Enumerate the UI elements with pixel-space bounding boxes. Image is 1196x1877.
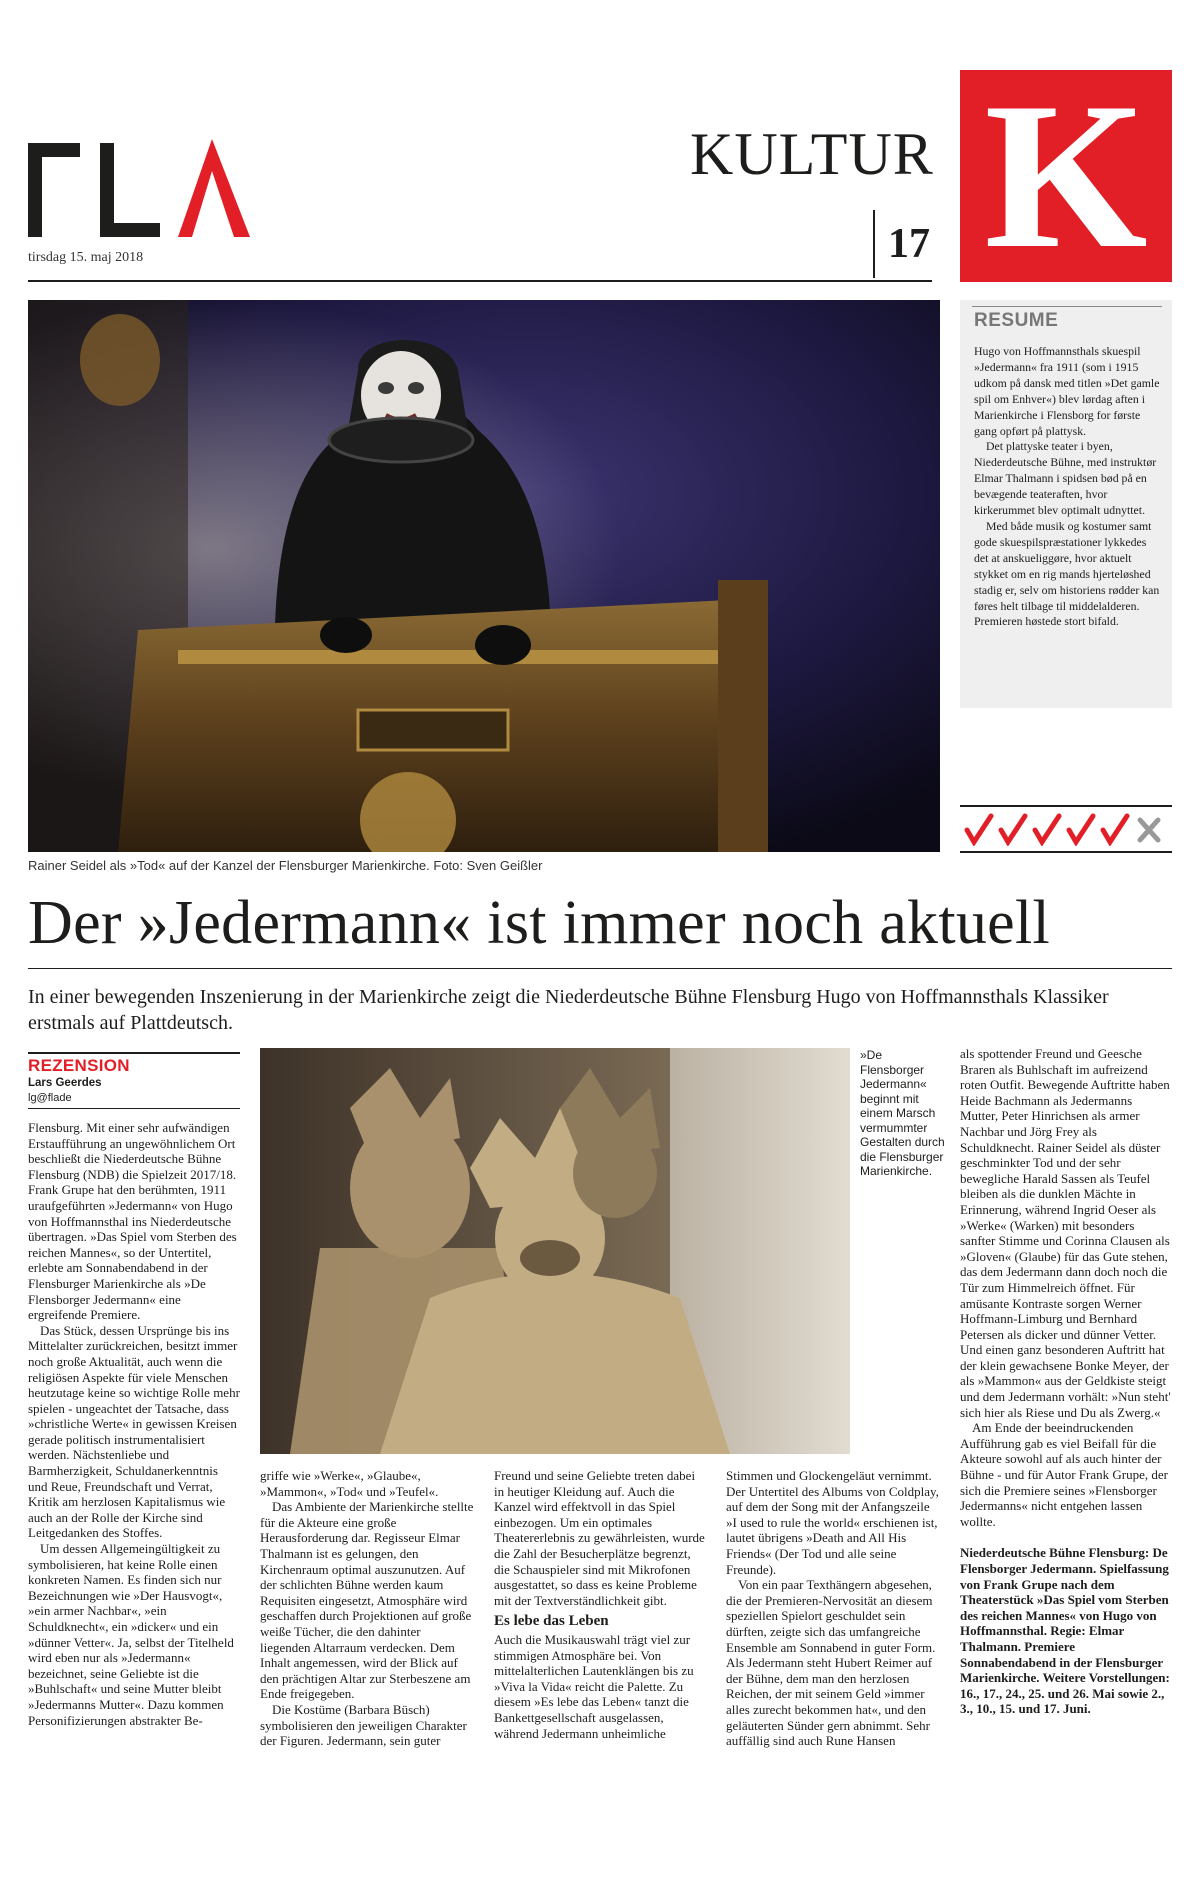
hero-photo xyxy=(28,300,940,852)
resume-paragraph: Det plattyske teater i byen, Niederdeutsche Bühne, med instruktør Elmar Thalmann i spidsen bød på en bevægende teateraften, hvor kirkerummet blev optimalt udnyttet. xyxy=(974,439,1157,518)
article-paragraph: griffe wie »Werke«, »Glaube«, »Mammon«, »Tod« und »Teufel«. xyxy=(260,1468,439,1499)
page-number-divider xyxy=(873,210,875,278)
article-paragraph: Das Stück, dessen Ursprünge bis ins Mittelalter zurückreichen, besitzt immer noch große Aktualität, auch wenn die religiösen Aspekte für viele Menschen heutzutage keine so wichtige Rolle mehr spielen - ungeachtet der Tatsache, dass »christliche Werte« in gewissen Kreisen gerade politisch instrumentalisiert werden. Nächstenliebe und Barmherzigkeit, Schuldanerkenntnis und Reue, Freundschaft und Verrat, Kritik am herzlosen Kapitalismus wie auch an der Rolle der Kirche sind Leitgedanken des Stoffes. xyxy=(28,1322,240,1541)
article-column-1 xyxy=(28,1120,240,1728)
article-paragraph: Um dessen Allgemeingültigkeit zu symbolisieren, hat keine Rolle einen konkreten Namen. Es finden sich nur Bezeichnungen wie »Der Hausvogt«, »ein armer Nachbar«, »ein Schuldknecht«, ein »dicker« und ein »dünner Vetter«. Ja, selbst der Titelheld wird eben nur als »Jedermann« bezeichnet, seine Geliebte ist die »Buhlschaft« und seine Mutter bleibt »Jedermanns Mutter«. Dazu kommen Personifizierungen abstrakter Be- xyxy=(28,1541,234,1728)
byline-rule-top xyxy=(28,1052,240,1054)
article-column-3 xyxy=(494,1468,708,1741)
resume-body xyxy=(974,344,1160,630)
hero-photo-illustration xyxy=(28,300,940,852)
article-paragraph: Flensburg. Mit einer sehr aufwändigen Erstaufführung an ungewöhnlichem Ort beschließt die Niederdeutsche Bühne Flensburg (NDB) die Spielzeit 2017/18. Frank Grupe hat den berühmten, 1911 uraufgeführten »Jedermann« von Hugo von Hoffmannsthal ins Niederdeutsche übertragen. »Das Spiel vom Sterben des reichen Mannes«, so der Untertitel, erlebte am Sonnabendabend in der Flensburger Marienkirche als »De Flensborger Jedermann« eine ergreifende Premiere. xyxy=(28,1120,237,1323)
article-subheading: Es lebe das Leben xyxy=(494,1613,609,1630)
author-email: lg@flade xyxy=(28,1092,72,1104)
rating-check-icon xyxy=(998,812,1028,846)
article-column-4 xyxy=(726,1468,942,1749)
resume-paragraph: Hugo von Hoffmannsthals skuespil »Jedermann« fra 1911 (som i 1915 udkom på dansk med titlen »Det gamle spil om Enhver«) blev lørdag aften i Marienkirche i Flensborg for første gang opført på plattysk. xyxy=(974,344,1160,438)
second-photo xyxy=(260,1048,850,1454)
section-letter: K xyxy=(984,60,1148,292)
section-title: KULTUR xyxy=(690,121,934,187)
article-paragraph: Freund und seine Geliebte treten dabei in heutiger Kleidung auf. Auch die Kanzel wird effektvoll in das Spiel einbezogen. Um ein optimales Theatererlebnis zu gewährleisten, wurde die Zahl der Besucherplätze begrenzt, die Schauspieler sind mit Mikrofonen ausgestattet, so dass es keine Probleme mit der Textverständlichkeit gibt. xyxy=(494,1468,705,1608)
rating-check-icon xyxy=(1032,812,1062,846)
author-name: Lars Geerdes xyxy=(28,1077,102,1089)
resume-heading: RESUME xyxy=(974,310,1059,331)
resume-rule xyxy=(972,306,1162,307)
section-letter-box xyxy=(960,60,1172,292)
flensborg-avis-logo xyxy=(28,135,250,237)
production-factbox: Niederdeutsche Bühne Flensburg: De Flensborger Jedermann. Spielfassung von Frank Grupe nach dem Theaterstück »Das Spiel vom Sterben des reichen Mannes« von Hugo von Hoffmannsthal. Regie: Elmar Thalmann. Premiere Sonnabendabend in der Flensburger Marienkirche. Weitere Vorstellungen: 16., 17., 24., 25. und 26. Mai sowie 2., 3., 10., 15. und 17. Juni. xyxy=(960,1545,1170,1717)
article-paragraph: Auch die Musikauswahl trägt viel zur stimmigen Atmosphäre bei. Von mittelalterlichen Lautenklängen bis zu »Viva la Vida« reicht die Palette. Zu diesem »Es lebe das Leben« tanzt die Bankettgesellschaft ausgelassen, während Jedermann unheimliche xyxy=(494,1631,694,1741)
second-photo-illustration xyxy=(260,1048,850,1454)
headline-rule xyxy=(28,968,1172,969)
article-column-5 xyxy=(960,1046,1172,1717)
article-paragraph: Die Kostüme (Barbara Büsch) symbolisieren den jeweiligen Charakter der Figuren. Jedermann, sein guter xyxy=(260,1701,467,1749)
issue-date: tirsdag 15. maj 2018 xyxy=(28,250,144,265)
masthead-rule xyxy=(28,280,932,282)
article-paragraph: Von ein paar Texthängern abgesehen, die der Premieren-Nervosität an diesem speziellen Spielort geschuldet sein dürften, zeigte sich das umfangreiche Ensemble am Sonnabend in guter Form. Als Jedermann steht Hubert Reimer auf der Bühne, dem man den herzlosen Reichen, der mit seinem Geld »immer alles zurecht bekommen hat«, und den geläuterten Sünder gern abnimmt. Sehr auffällig sind auch Rune Hansen xyxy=(726,1577,936,1749)
article-headline: Der »Jedermann« ist immer noch aktuell xyxy=(28,889,1051,957)
hero-photo-caption: Rainer Seidel als »Tod« auf der Kanzel der Flensburger Marienkirche. Foto: Sven Geißler xyxy=(28,858,543,873)
article-paragraph: Stimmen und Glockengeläut vernimmt. Der Untertitel des Albums von Coldplay, auf dem der Song mit der Anfangszeile »I used to rule the world« erschienen ist, lautet übrigens »Death and All His Friends« (Der Tod und alle seine Freunde). xyxy=(726,1468,939,1577)
rating-check-icon xyxy=(964,812,994,846)
rating-cross-icon xyxy=(1134,812,1164,846)
rating-check-icon xyxy=(1066,812,1096,846)
article-paragraph: als spottender Freund und Geesche Braren als Buhlschaft im aufreizend roten Outfit. Bewegende Auftritte haben Heide Bachmann als Jedermanns Mutter, Peter Hinrichsen als armer Nachbar und Jörg Frey als Schuldknecht. Rainer Seidel als düster geschminkter Tod und der sehr bewegliche Harald Sassen als Teufel bleiben als die dunklen Mächte in Erinnerung, während Ingrid Oeser als »Werke« (Warken) mit besonders sanfter Stimme und Corinna Clausen als »Gloven« (Glaube) für das Gute stehen, das dem Jedermann dann doch noch die Tür zum Himmelreich öffnet. Für amüsante Kontraste sorgen Werner Hoffmann-Limburg und Bernhard Petersen als dicker und dünner Vetter. Und einen ganz besonderen Auftritt hat der klein gewachsene Bonke Meyer, der als »Mammon« aus der Geldkiste steigt und dem Jedermann vorhält: »Nun steht' sich hier als Riese und Du als Zwerg.« xyxy=(960,1046,1171,1420)
byline-rule-bottom xyxy=(28,1108,240,1109)
article-column-2 xyxy=(260,1468,474,1749)
article-paragraph: Das Ambiente der Marienkirche stellte für die Akteure eine große Herausforderung dar. Regisseur Elmar Thalmann ist es gelungen, den Kirchenraum optimal auszunutzen. Auf der schlichten Bühne werden kaum Requisiten eingesetzt, Atmosphäre wird geschaffen durch Projektionen auf große weiße Tücher, die den dahinter liegenden Altarraum verdecken. Dem Inhalt angemessen, wird der Blick auf den prächtigen Altar zur Sterbeszene am Ende freigegeben. xyxy=(260,1499,474,1702)
second-photo-caption: »De Flensborger Jedermann« beginnt mit einem Marsch vermummter Gestalten durch die Flensburger Marienkirche. xyxy=(860,1048,945,1178)
resume-box xyxy=(960,300,1172,708)
rating-bar xyxy=(960,805,1172,853)
article-lead: In einer bewegenden Inszenierung in der Marienkirche zeigt die Niederdeutsche Bühne Flensburg Hugo von Hoffmannsthals Klassiker erstmals auf Plattdeutsch. xyxy=(28,986,1109,1034)
resume-paragraph: Med både musik og kostumer samt gode skuespilspræstationer lykkedes det at anskueliggøre, hvor aktuelt stykket om en rig mands hjerteløshed stadig er, selv om historiens rødder kan føres helt tilbage til middelalderen. Premieren høstede stort bifald. xyxy=(974,518,1160,629)
rating-check-icon xyxy=(1100,812,1130,846)
page-number: 17 xyxy=(888,221,930,267)
review-label: REZENSION xyxy=(28,1056,130,1075)
article-paragraph: Am Ende der beeindruckenden Aufführung gab es viel Beifall für die Akteure sowohl auf als auch hinter der Bühne - und für Autor Frank Grupe, der sich die Premiere seines »Flensborger Jedermanns« nicht entgehen lassen wollte. xyxy=(960,1420,1168,1529)
